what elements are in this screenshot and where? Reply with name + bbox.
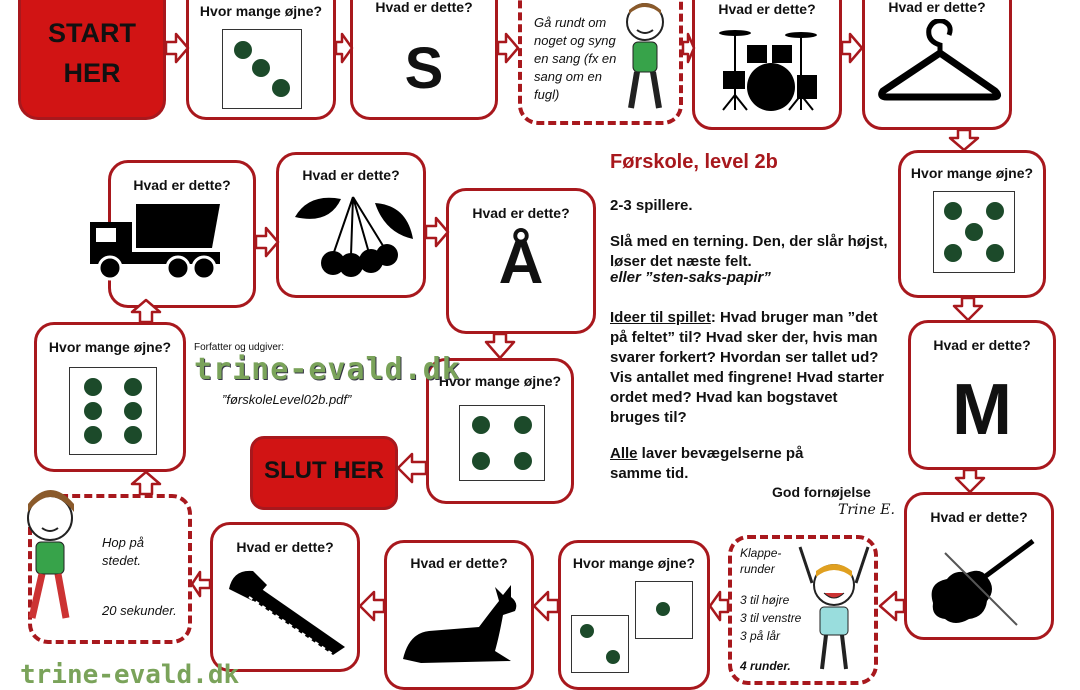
sing-text: Gå rundt om noget og syng en sang (fx en sang om en fugl) (534, 15, 617, 102)
ideas-label: Ideer til spillet (610, 309, 711, 326)
question-what: Hvad er dette? (888, 0, 986, 15)
question-what: Hvad er dette? (718, 1, 816, 17)
info-rules: Slå med en terning. Den, der slår højst, løser det næste felt. (610, 233, 888, 270)
logo-bottom: trine-evald.dk (20, 660, 240, 690)
letter-m: M (952, 370, 1012, 450)
clap-line-3: 3 på lår (740, 629, 781, 643)
question-what: Hvad er dette? (302, 167, 400, 183)
question-what: Hvad er dette? (933, 337, 1031, 353)
filename: ”førskoleLevel02b.pdf” (222, 392, 352, 407)
letter-aa: Å (498, 228, 544, 297)
question-eyes: Hvor mange øjne? (438, 373, 562, 389)
ideas-text: : Hvad bruger man ”det på feltet” til? Hvad sker der, hvis man svarer forkert? Hvordan ser tallet ud? Vis antallet med fingrene! Hvad starter ordet med? Hvad kan bogstavet bruges til? (610, 309, 884, 426)
info-alt: eller ”sten-saks-papir” (610, 269, 771, 286)
clap-line-1: 3 til højre (740, 593, 790, 607)
start-label: START HER (48, 18, 136, 88)
hop-time: 20 sekunder. (102, 603, 177, 618)
info-title: Førskole, level 2b (610, 151, 778, 173)
author-label: Forfatter og udgiver: (194, 342, 285, 353)
question-eyes: Hvor mange øjne? (199, 3, 323, 19)
signature: Trine E. (838, 502, 895, 518)
question-what: Hvad er dette? (236, 539, 334, 555)
goodbye: God fornøjelse (772, 484, 871, 500)
clap-line-2: 3 til venstre (740, 611, 802, 625)
all-text: laver bevægelserne på samme tid. (610, 445, 804, 482)
question-what: Hvad er dette? (472, 205, 570, 221)
question-eyes: Hvor mange øjne? (572, 555, 696, 571)
question-what: Hvad er dette? (930, 509, 1028, 525)
info-players: 2-3 spillere. (610, 197, 693, 214)
clap-title: Klappe-runder (740, 546, 782, 576)
all-label: Alle (610, 445, 638, 462)
question-eyes: Hvor mange øjne? (910, 165, 1034, 181)
logo: trine-evald.dk (194, 352, 461, 387)
question-what: Hvad er dette? (410, 555, 508, 571)
letter-s: S (404, 36, 444, 101)
question-eyes: Hvor mange øjne? (48, 339, 172, 355)
question-what: Hvad er dette? (133, 177, 231, 193)
question-what: Hvad er dette? (375, 0, 473, 15)
end-label: SLUT HER (264, 457, 384, 484)
clap-rounds: 4 runder. (740, 659, 791, 673)
hop-text: Hop på stedet. (102, 535, 144, 568)
